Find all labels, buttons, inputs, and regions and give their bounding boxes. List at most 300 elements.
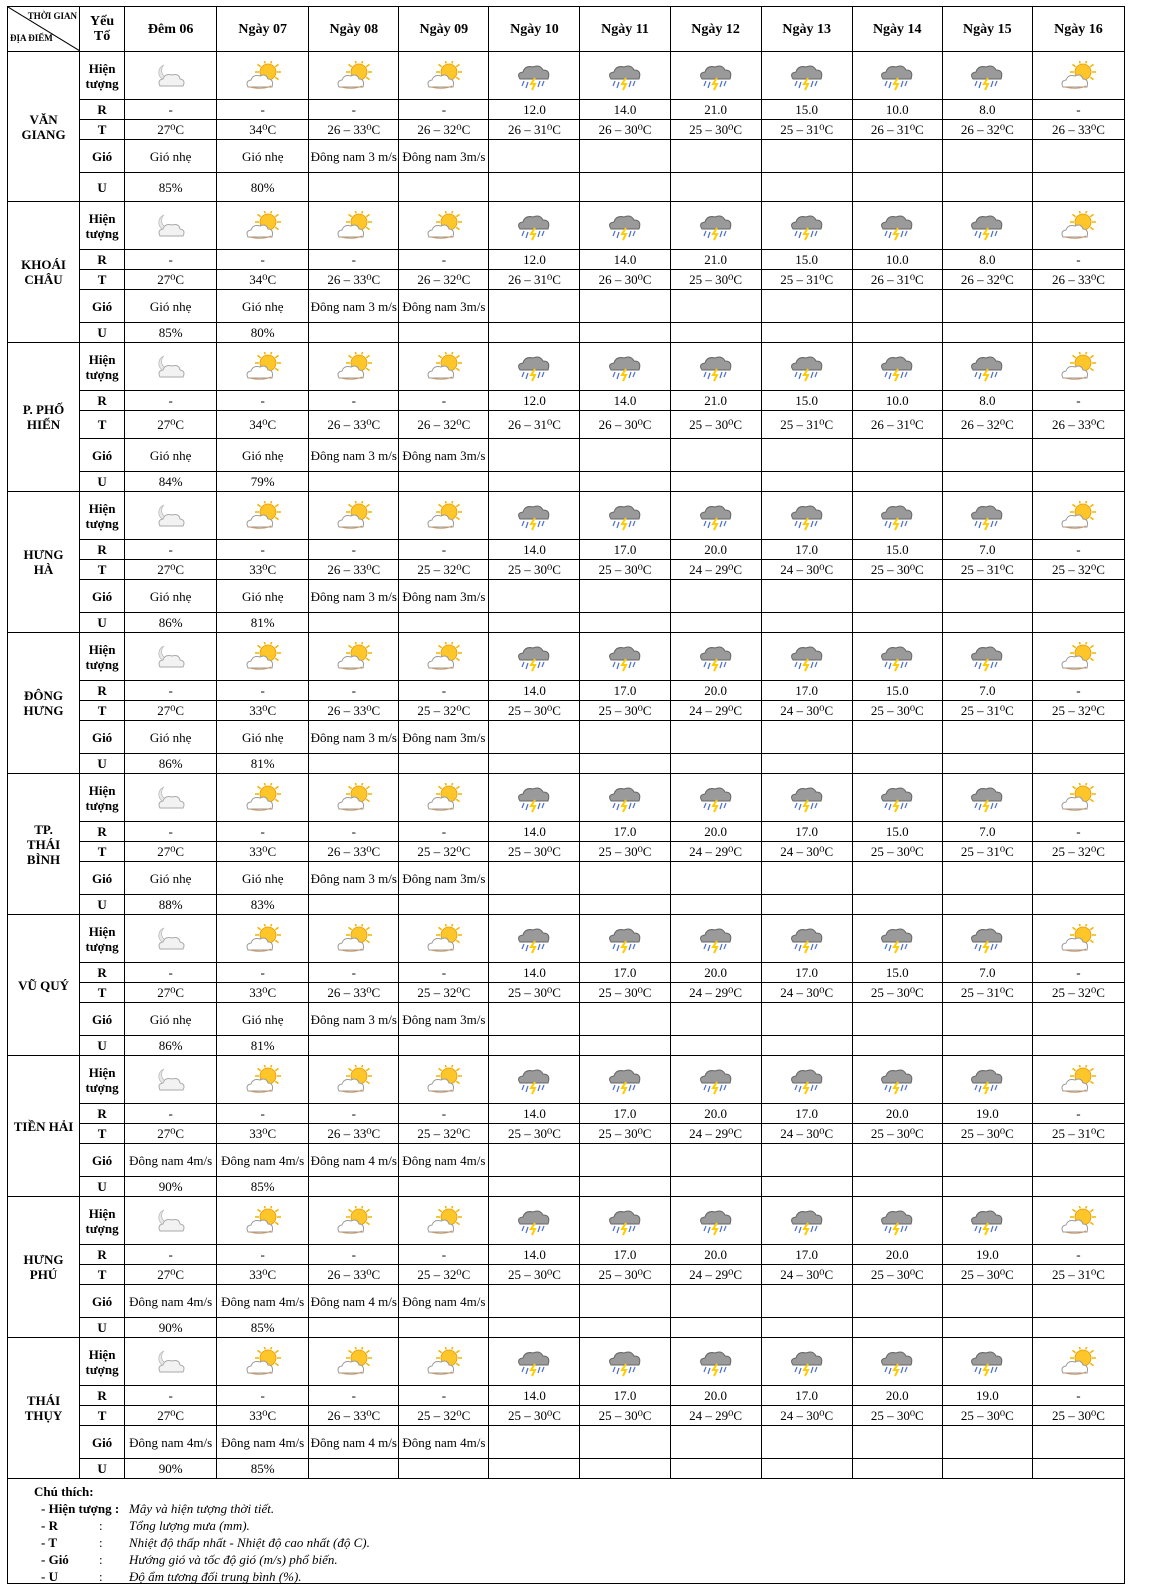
rain-value: 20.0 bbox=[670, 1245, 761, 1265]
thunderstorm-icon bbox=[515, 501, 553, 531]
wind-value: Gió nhẹ bbox=[217, 439, 309, 472]
moon-cloud-icon bbox=[152, 61, 190, 91]
wind-value bbox=[942, 721, 1032, 754]
wind-value bbox=[580, 1285, 670, 1318]
rain-value: 15.0 bbox=[761, 250, 852, 270]
sun-cloud-icon bbox=[335, 1347, 373, 1377]
factor-phen-label bbox=[80, 915, 125, 963]
factor-humidity-label: U bbox=[80, 1459, 125, 1479]
wind-value: Đông nam 3 m/s bbox=[309, 580, 399, 613]
factor-temp-label: T bbox=[80, 1265, 125, 1285]
wind-value: Gió nhẹ bbox=[217, 862, 309, 895]
weather-icon-cell bbox=[217, 774, 309, 822]
wind-value bbox=[580, 439, 670, 472]
weather-icon-cell bbox=[125, 774, 217, 822]
thunderstorm-icon bbox=[788, 924, 826, 954]
humidity-value: 90% bbox=[125, 1459, 217, 1479]
day-header: Ngày 10 bbox=[489, 7, 580, 52]
moon-cloud-icon bbox=[152, 1347, 190, 1377]
rain-value: 17.0 bbox=[580, 1104, 670, 1124]
sun-cloud-icon bbox=[425, 1347, 463, 1377]
factor-phen-line1: Hiện bbox=[88, 641, 116, 657]
location-humidity-row bbox=[8, 1459, 1125, 1479]
thunderstorm-icon bbox=[697, 211, 735, 241]
temp-value: 26 – 33⁰C bbox=[309, 1265, 399, 1285]
legend-title: Chú thích: bbox=[34, 1484, 94, 1499]
humidity-value: 81% bbox=[217, 1036, 309, 1056]
wind-value: Gió nhẹ bbox=[125, 1003, 217, 1036]
humidity-value bbox=[852, 613, 942, 633]
location-name bbox=[8, 1056, 80, 1197]
humidity-value bbox=[580, 323, 670, 343]
factor-phen-line2: tượng bbox=[85, 225, 119, 241]
humidity-value bbox=[852, 323, 942, 343]
rain-value: 20.0 bbox=[852, 1245, 942, 1265]
sun-cloud-icon bbox=[244, 211, 282, 241]
rain-value: 14.0 bbox=[489, 540, 580, 560]
location-temp-row bbox=[8, 270, 1125, 290]
temp-value: 24 – 30⁰C bbox=[761, 1406, 852, 1426]
weather-icon-cell bbox=[1032, 492, 1124, 540]
weather-icon-cell bbox=[309, 774, 399, 822]
weather-icon-cell bbox=[125, 633, 217, 681]
thunderstorm-icon bbox=[697, 352, 735, 382]
wind-value: Đông nam 4 m/s bbox=[309, 1285, 399, 1318]
sun-cloud-icon bbox=[335, 924, 373, 954]
factor-rain-label: R bbox=[80, 1245, 125, 1265]
location-humidity-row bbox=[8, 1318, 1125, 1338]
weather-icon-cell bbox=[852, 492, 942, 540]
wind-value: Đông nam 3 m/s bbox=[309, 1003, 399, 1036]
temp-value: 24 – 29⁰C bbox=[670, 842, 761, 862]
humidity-value bbox=[761, 895, 852, 915]
thunderstorm-icon bbox=[878, 211, 916, 241]
thunderstorm-icon bbox=[878, 501, 916, 531]
factor-temp-label: T bbox=[80, 411, 125, 439]
wind-value: Đông nam 4m/s bbox=[125, 1285, 217, 1318]
weather-icon-cell bbox=[580, 202, 670, 250]
rain-value: - bbox=[1032, 1386, 1124, 1406]
wind-value: Gió nhẹ bbox=[125, 140, 217, 173]
rain-value: 17.0 bbox=[761, 1104, 852, 1124]
weather-icon-cell bbox=[125, 343, 217, 391]
factor-wind-label: Gió bbox=[80, 1003, 125, 1036]
factor-phen-line2: tượng bbox=[85, 515, 119, 531]
humidity-value bbox=[580, 1036, 670, 1056]
location-name-line: BÌNH bbox=[26, 851, 61, 867]
wind-value: Đông nam 3 m/s bbox=[309, 862, 399, 895]
humidity-value bbox=[309, 1177, 399, 1197]
wind-value bbox=[852, 1285, 942, 1318]
wind-value: Đông nam 3m/s bbox=[399, 439, 489, 472]
weather-icon-cell bbox=[670, 1197, 761, 1245]
rain-value: - bbox=[1032, 540, 1124, 560]
factor-phen-label bbox=[80, 202, 125, 250]
rain-value: 12.0 bbox=[489, 391, 580, 411]
weather-icon-cell bbox=[580, 1338, 670, 1386]
humidity-value: 85% bbox=[217, 1459, 309, 1479]
humidity-value bbox=[580, 1177, 670, 1197]
rain-value: - bbox=[217, 391, 309, 411]
weather-icon-cell bbox=[399, 1197, 489, 1245]
legend-sep: : bbox=[99, 1518, 103, 1533]
wind-value bbox=[670, 140, 761, 173]
thunderstorm-icon bbox=[697, 783, 735, 813]
location-name-line: HƯNG bbox=[23, 1252, 64, 1267]
temp-value: 26 – 33⁰C bbox=[1032, 411, 1124, 439]
humidity-value bbox=[761, 1459, 852, 1479]
wind-value: Đông nam 4m/s bbox=[399, 1144, 489, 1177]
temp-value: 25 – 32⁰C bbox=[399, 1265, 489, 1285]
temp-value: 25 – 30⁰C bbox=[942, 1406, 1032, 1426]
temp-value: 26 – 32⁰C bbox=[399, 411, 489, 439]
wind-value bbox=[670, 1003, 761, 1036]
location-phen-row bbox=[8, 1197, 1125, 1245]
location-phen-row bbox=[8, 492, 1125, 540]
day-header: Ngày 15 bbox=[942, 7, 1032, 52]
factor-humidity-label: U bbox=[80, 173, 125, 202]
wind-value bbox=[670, 1144, 761, 1177]
wind-value bbox=[580, 1003, 670, 1036]
rain-value: 17.0 bbox=[580, 963, 670, 983]
humidity-value bbox=[399, 472, 489, 492]
weather-icon-cell bbox=[1032, 1338, 1124, 1386]
thunderstorm-icon bbox=[606, 642, 644, 672]
thunderstorm-icon bbox=[968, 352, 1006, 382]
weather-icon-cell bbox=[1032, 1197, 1124, 1245]
weather-icon-cell bbox=[309, 1338, 399, 1386]
humidity-value bbox=[1032, 613, 1124, 633]
temp-value: 25 – 30⁰C bbox=[580, 1265, 670, 1285]
weather-icon-cell bbox=[399, 915, 489, 963]
wind-value: Gió nhẹ bbox=[217, 721, 309, 754]
moon-cloud-icon bbox=[152, 352, 190, 382]
temp-value: 24 – 29⁰C bbox=[670, 560, 761, 580]
wind-value bbox=[670, 1285, 761, 1318]
thunderstorm-icon bbox=[697, 642, 735, 672]
rain-value: 15.0 bbox=[852, 963, 942, 983]
factor-phen-label bbox=[80, 633, 125, 681]
humidity-value bbox=[489, 613, 580, 633]
humidity-value bbox=[399, 1318, 489, 1338]
location-wind-row bbox=[8, 1285, 1125, 1318]
thunderstorm-icon bbox=[788, 783, 826, 813]
temp-value: 25 – 30⁰C bbox=[489, 1124, 580, 1144]
thunderstorm-icon bbox=[606, 924, 644, 954]
temp-value: 26 – 33⁰C bbox=[309, 983, 399, 1003]
location-name-line: GIANG bbox=[21, 126, 66, 142]
wind-value bbox=[1032, 721, 1124, 754]
factor-humidity-label: U bbox=[80, 895, 125, 915]
temp-value: 25 – 30⁰C bbox=[852, 842, 942, 862]
wind-value bbox=[942, 580, 1032, 613]
location-humidity-row bbox=[8, 472, 1125, 492]
location-rain-row bbox=[8, 681, 1125, 701]
weather-icon-cell bbox=[489, 52, 580, 100]
location-rain-row bbox=[8, 963, 1125, 983]
sun-cloud-icon bbox=[1059, 1065, 1097, 1095]
rain-value: 14.0 bbox=[489, 681, 580, 701]
legend-item bbox=[8, 1551, 1124, 1568]
temp-value: 25 – 32⁰C bbox=[399, 842, 489, 862]
wind-value: Đông nam 4m/s bbox=[217, 1426, 309, 1459]
humidity-value bbox=[1032, 472, 1124, 492]
rain-value: - bbox=[217, 963, 309, 983]
location-name bbox=[8, 343, 80, 492]
weather-icon-cell bbox=[217, 492, 309, 540]
wind-value: Đông nam 3 m/s bbox=[309, 140, 399, 173]
rain-value: - bbox=[309, 540, 399, 560]
factor-temp-label: T bbox=[80, 701, 125, 721]
temp-value: 25 – 30⁰C bbox=[852, 1406, 942, 1426]
temp-value: 33⁰C bbox=[217, 560, 309, 580]
humidity-value: 83% bbox=[217, 895, 309, 915]
sun-cloud-icon bbox=[425, 211, 463, 241]
weather-icon-cell bbox=[309, 1056, 399, 1104]
wind-value: Gió nhẹ bbox=[217, 140, 309, 173]
weather-icon-cell bbox=[761, 1056, 852, 1104]
temp-value: 26 – 30⁰C bbox=[580, 270, 670, 290]
rain-value: 17.0 bbox=[580, 1386, 670, 1406]
temp-value: 25 – 31⁰C bbox=[761, 120, 852, 140]
sun-cloud-icon bbox=[425, 352, 463, 382]
temp-value: 26 – 33⁰C bbox=[309, 411, 399, 439]
weather-icon-cell bbox=[761, 52, 852, 100]
weather-icon-cell bbox=[217, 915, 309, 963]
sun-cloud-icon bbox=[1059, 61, 1097, 91]
weather-icon-cell bbox=[580, 633, 670, 681]
humidity-value bbox=[489, 323, 580, 343]
rain-value: 12.0 bbox=[489, 250, 580, 270]
rain-value: - bbox=[309, 391, 399, 411]
rain-value: - bbox=[217, 1104, 309, 1124]
location-name-line: THỤY bbox=[24, 1408, 63, 1423]
factor-humidity-label: U bbox=[80, 1177, 125, 1197]
sun-cloud-icon bbox=[1059, 352, 1097, 382]
wind-value bbox=[852, 140, 942, 173]
location-rain-row bbox=[8, 1386, 1125, 1406]
rain-value: - bbox=[1032, 1104, 1124, 1124]
weather-icon-cell bbox=[489, 202, 580, 250]
temp-value: 27⁰C bbox=[125, 1406, 217, 1426]
wind-value: Đông nam 4m/s bbox=[399, 1285, 489, 1318]
location-name-line: VŨ QUÝ bbox=[18, 977, 69, 993]
corner-header bbox=[8, 7, 80, 52]
temp-value: 25 – 30⁰C bbox=[670, 411, 761, 439]
temp-value: 25 – 31⁰C bbox=[942, 701, 1032, 721]
temp-value: 25 – 31⁰C bbox=[1032, 1124, 1124, 1144]
temp-value: 24 – 30⁰C bbox=[761, 701, 852, 721]
thunderstorm-icon bbox=[968, 924, 1006, 954]
wind-value bbox=[942, 862, 1032, 895]
factor-wind-label: Gió bbox=[80, 290, 125, 323]
humidity-value bbox=[852, 895, 942, 915]
humidity-value: 81% bbox=[217, 613, 309, 633]
rain-value: 17.0 bbox=[761, 822, 852, 842]
humidity-value bbox=[399, 754, 489, 774]
temp-value: 25 – 31⁰C bbox=[1032, 1265, 1124, 1285]
location-temp-row bbox=[8, 1124, 1125, 1144]
thunderstorm-icon bbox=[606, 61, 644, 91]
thunderstorm-icon bbox=[606, 1347, 644, 1377]
weather-icon-cell bbox=[761, 633, 852, 681]
legend-item bbox=[8, 1534, 1124, 1551]
temp-value: 25 – 30⁰C bbox=[489, 842, 580, 862]
rain-value: 12.0 bbox=[489, 100, 580, 120]
legend-desc: Độ ẩm tương đối trung bình (%). bbox=[129, 1569, 302, 1584]
weather-icon-cell bbox=[670, 633, 761, 681]
rain-value: 20.0 bbox=[670, 681, 761, 701]
location-temp-row bbox=[8, 120, 1125, 140]
rain-value: 7.0 bbox=[942, 540, 1032, 560]
wind-value: Gió nhẹ bbox=[125, 439, 217, 472]
humidity-value bbox=[580, 754, 670, 774]
humidity-value bbox=[670, 1036, 761, 1056]
temp-value: 27⁰C bbox=[125, 270, 217, 290]
location-wind-row bbox=[8, 1003, 1125, 1036]
humidity-value bbox=[942, 1177, 1032, 1197]
thunderstorm-icon bbox=[788, 1347, 826, 1377]
rain-value: 14.0 bbox=[489, 963, 580, 983]
wind-value bbox=[670, 439, 761, 472]
humidity-value: 80% bbox=[217, 323, 309, 343]
thunderstorm-icon bbox=[697, 1065, 735, 1095]
weather-icon-cell bbox=[125, 1338, 217, 1386]
wind-value: Đông nam 4m/s bbox=[399, 1426, 489, 1459]
humidity-value bbox=[309, 1318, 399, 1338]
temp-value: 25 – 30⁰C bbox=[580, 842, 670, 862]
wind-value bbox=[1032, 290, 1124, 323]
factor-phen-line1: Hiện bbox=[88, 500, 116, 516]
wind-value bbox=[852, 439, 942, 472]
temp-value: 26 – 31⁰C bbox=[852, 120, 942, 140]
weather-icon-cell bbox=[942, 492, 1032, 540]
location-humidity-row bbox=[8, 1036, 1125, 1056]
moon-cloud-icon bbox=[152, 642, 190, 672]
wind-value bbox=[670, 721, 761, 754]
humidity-value bbox=[761, 323, 852, 343]
location-name-line: TP. bbox=[34, 821, 53, 837]
location-wind-row bbox=[8, 140, 1125, 173]
rain-value: 15.0 bbox=[852, 822, 942, 842]
temp-value: 26 – 32⁰C bbox=[942, 120, 1032, 140]
rain-value: 17.0 bbox=[761, 1245, 852, 1265]
factor-rain-label: R bbox=[80, 681, 125, 701]
location-rain-row bbox=[8, 250, 1125, 270]
rain-value: - bbox=[1032, 250, 1124, 270]
location-wind-row bbox=[8, 1144, 1125, 1177]
weather-icon-cell bbox=[309, 492, 399, 540]
factor-temp-label: T bbox=[80, 1124, 125, 1144]
rain-value: - bbox=[1032, 100, 1124, 120]
weather-icon-cell bbox=[1032, 633, 1124, 681]
location-wind-row bbox=[8, 580, 1125, 613]
wind-value: Đông nam 4m/s bbox=[217, 1285, 309, 1318]
weather-icon-cell bbox=[1032, 52, 1124, 100]
sun-cloud-icon bbox=[1059, 924, 1097, 954]
sun-cloud-icon bbox=[1059, 501, 1097, 531]
wind-value bbox=[489, 1285, 580, 1318]
rain-value: 7.0 bbox=[942, 822, 1032, 842]
wind-value bbox=[942, 1426, 1032, 1459]
wind-value: Gió nhẹ bbox=[217, 1003, 309, 1036]
weather-icon-cell bbox=[942, 1197, 1032, 1245]
wind-value bbox=[942, 439, 1032, 472]
thunderstorm-icon bbox=[788, 642, 826, 672]
wind-value bbox=[761, 140, 852, 173]
humidity-value: 88% bbox=[125, 895, 217, 915]
moon-cloud-icon bbox=[152, 211, 190, 241]
wind-value bbox=[1032, 580, 1124, 613]
wind-value: Gió nhẹ bbox=[217, 580, 309, 613]
rain-value: 10.0 bbox=[852, 391, 942, 411]
moon-cloud-icon bbox=[152, 783, 190, 813]
day-header: Ngày 07 bbox=[217, 7, 309, 52]
humidity-value bbox=[761, 1036, 852, 1056]
rain-value: 8.0 bbox=[942, 100, 1032, 120]
humidity-value bbox=[309, 472, 399, 492]
rain-value: - bbox=[399, 250, 489, 270]
temp-value: 24 – 29⁰C bbox=[670, 983, 761, 1003]
weather-icon-cell bbox=[399, 774, 489, 822]
factor-rain-label: R bbox=[80, 540, 125, 560]
factor-phen-line2: tượng bbox=[85, 1079, 119, 1095]
weather-icon-cell bbox=[309, 633, 399, 681]
temp-value: 25 – 30⁰C bbox=[580, 1124, 670, 1144]
temp-value: 25 – 32⁰C bbox=[399, 983, 489, 1003]
wind-value: Đông nam 4 m/s bbox=[309, 1426, 399, 1459]
humidity-value bbox=[942, 895, 1032, 915]
humidity-value: 86% bbox=[125, 754, 217, 774]
temp-value: 25 – 30⁰C bbox=[852, 1124, 942, 1144]
location-phen-row bbox=[8, 343, 1125, 391]
thunderstorm-icon bbox=[878, 61, 916, 91]
weather-icon-cell bbox=[670, 343, 761, 391]
location-phen-row bbox=[8, 915, 1125, 963]
humidity-value bbox=[309, 173, 399, 202]
rain-value: 17.0 bbox=[580, 681, 670, 701]
wind-value bbox=[1032, 1285, 1124, 1318]
location-humidity-row bbox=[8, 613, 1125, 633]
sun-cloud-icon bbox=[244, 1206, 282, 1236]
wind-value bbox=[761, 580, 852, 613]
location-name bbox=[8, 52, 80, 202]
location-name-line: HƯNG bbox=[23, 703, 64, 718]
legend-sep: : bbox=[99, 1552, 103, 1567]
location-name-line: HÀ bbox=[33, 562, 54, 577]
rain-value: 20.0 bbox=[852, 1386, 942, 1406]
temp-value: 26 – 33⁰C bbox=[309, 842, 399, 862]
humidity-value bbox=[670, 1177, 761, 1197]
wind-value bbox=[489, 1144, 580, 1177]
weather-icon-cell bbox=[942, 1056, 1032, 1104]
thunderstorm-icon bbox=[515, 924, 553, 954]
thunderstorm-icon bbox=[606, 211, 644, 241]
humidity-value bbox=[942, 754, 1032, 774]
humidity-value bbox=[670, 323, 761, 343]
weather-icon-cell bbox=[399, 1338, 489, 1386]
rain-value: - bbox=[125, 391, 217, 411]
temp-value: 33⁰C bbox=[217, 1124, 309, 1144]
location-humidity-row bbox=[8, 895, 1125, 915]
factor-phen-line2: tượng bbox=[85, 938, 119, 954]
wind-value bbox=[670, 862, 761, 895]
legend-item bbox=[8, 1500, 1124, 1517]
rain-value: - bbox=[125, 963, 217, 983]
thunderstorm-icon bbox=[606, 1206, 644, 1236]
rain-value: 14.0 bbox=[489, 822, 580, 842]
weather-icon-cell bbox=[309, 52, 399, 100]
